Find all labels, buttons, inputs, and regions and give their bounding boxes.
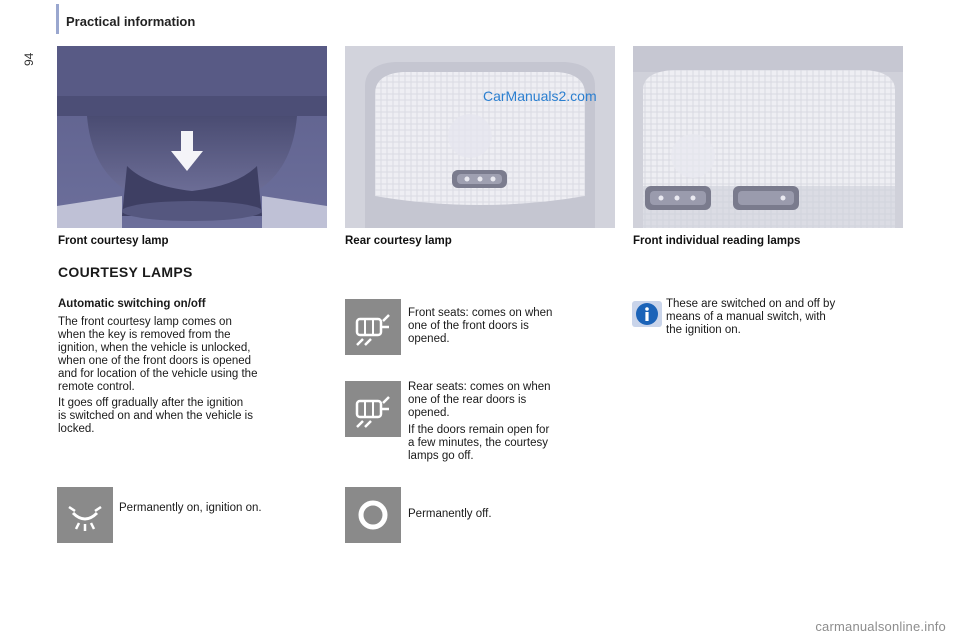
page-number: 94	[22, 52, 36, 66]
footer-watermark: carmanualsonline.info	[815, 619, 946, 634]
front-courtesy-lamp-photo	[57, 46, 327, 228]
info-icon	[632, 301, 662, 327]
rear-seats-note: If the doors remain open for a few minutes, the courtesy lamps go off.	[408, 424, 550, 462]
carmanuals-overlay: CarManuals2.com	[483, 88, 597, 104]
paragraph-auto-off: It goes off gradually after the ignition is switched on and when the vehicle is locked.	[58, 397, 253, 435]
rear-courtesy-lamp-photo	[345, 46, 615, 228]
subheading-automatic: Automatic switching on/off	[58, 298, 206, 310]
caption-rear-courtesy-lamp: Rear courtesy lamp	[345, 235, 452, 247]
caption-front-reading-lamps: Front individual reading lamps	[633, 235, 801, 247]
front-reading-lamps-photo	[633, 46, 903, 228]
caption-front-courtesy-lamp: Front courtesy lamp	[58, 235, 169, 247]
lamp-on-icon	[57, 487, 113, 543]
section-title: COURTESY LAMPS	[58, 264, 193, 280]
header-accent-bar	[56, 4, 59, 34]
page-header-title: Practical information	[66, 14, 196, 29]
front-seats-text: Front seats: comes on when one of the front doors is opened.	[408, 307, 553, 345]
paragraph-auto-on: The front courtesy lamp comes on when the key is removed from the ignition, when the vehicle is unlocked, when one of the front doors is opened and for location of the vehicle using the remote control.	[58, 316, 258, 393]
permanent-on-text: Permanently on, ignition on.	[119, 502, 262, 514]
lamp-off-icon	[345, 487, 401, 543]
permanent-off-text: Permanently off.	[408, 508, 492, 520]
rear-seats-text: Rear seats: comes on when one of the rear doors is opened.	[408, 381, 551, 419]
front-seats-door-icon	[345, 299, 401, 355]
rear-seats-door-icon	[345, 381, 401, 437]
info-text: These are switched on and off by means of a manual switch, with the ignition on.	[666, 298, 836, 336]
